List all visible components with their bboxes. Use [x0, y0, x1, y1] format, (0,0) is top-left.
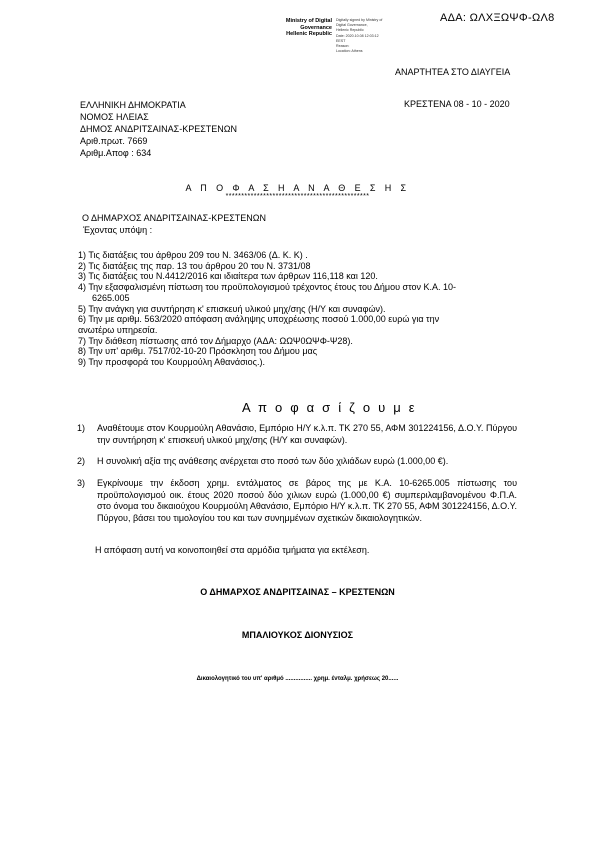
decide-heading: Α π ο φ α σ ί ζ ο υ μ ε	[242, 400, 417, 415]
list-item: 2) Τις διατάξεις της παρ. 13 του άρθρου 20 του Ν. 3731/08	[78, 260, 311, 271]
letterhead	[80, 99, 237, 159]
decision-number: 3)	[77, 478, 86, 488]
decision-number: 1)	[77, 423, 86, 433]
document-title: Α Π Ο Φ Α Σ Η Α Ν Α Θ Ε Σ Η Σ	[185, 183, 410, 193]
decision-text: Εγκρίνουμε την έκδοση χρημ. εντάλματος σε βάρος της με Κ.Α. 10-6265.005 πίστωσης του προϋπολογισμού οικ. έτους 2020 ποσού δύο χιλιων ευρώ (1.000,00 €) συμπεριλαμβανομένου Φ.Π.Α. στο όνομα του δικαιούχου Κουρμούλη Αθανάσιο, Εμπόριο Η/Υ κ.λ.π. ΤΚ 270 55, ΑΦΜ 301224156, Δ.Ο.Υ. Πύργου, βάσει του τιμολογίου του και των συνημμένων σχετικών δικαιολογητικών.	[97, 478, 517, 523]
footer-note: Δικαιολογητικό του υπ' αριθμό ................ χρημ. ένταλμ. χρήσεως 20......	[196, 676, 399, 682]
mayor-intro: Ο ΔΗΜΑΡΧΟΣ ΑΝΔΡΙΤΣΑΙΝΑΣ-ΚΡΕΣΤΕΝΩΝ	[82, 213, 267, 223]
list-item: 9) Την προσφορά του Κουρμούλη Αθανάσιος.).	[78, 357, 265, 368]
ada-code: ΑΔΑ: ΩΛΧΞΩΨΦ-ΩΛ8	[440, 12, 555, 24]
decision-text: Η συνολική αξία της ανάθεσης ανέρχεται στο ποσό των δύο χιλιάδων ευρώ (1.000,00 €).	[97, 456, 449, 466]
place-date: ΚΡΕΣΤΕΝΑ 08 - 10 - 2020	[404, 99, 510, 109]
list-item: 1) Τις διατάξεις του άρθρου 209 του Ν. 3463/06 (Δ. Κ. Κ) .	[78, 250, 308, 260]
title-rule: **********************************************	[225, 193, 370, 200]
considering-label: Έχοντας υπόψη :	[83, 225, 153, 235]
posting-note: ΑΝΑΡΤΗΤΕΑ ΣΤΟ ΔΙΑΥΓΕΙΑ	[395, 67, 511, 77]
signatory-title: Ο ΔΗΜΑΡΧΟΣ ΑΝΔΡΙΤΣΑΙΝΑΣ – ΚΡΕΣΤΕΝΩΝ	[200, 587, 395, 597]
list-item: 4) Την εξασφαλισμένη πίστωση του προϋπολογισμού τρέχοντος έτους του Δήμου στον Κ.Α. 10-	[78, 282, 457, 293]
header-line: ΕΛΛΗΝΙΚΗ ΔΗΜΟΚΡΑΤΙΑ	[80, 100, 186, 110]
header-line: ΔΗΜΟΣ ΑΝΔΡΙΤΣΑΙΝΑΣ-ΚΡΕΣΤΕΝΩΝ	[80, 124, 238, 134]
list-item: 7) Την διάθεση πίστωσης από τον Δήμαρχο (ΑΔΑ: ΩΩΨ0ΩΨΦ-Ψ28).	[78, 335, 353, 346]
signature-issuer: Ministry of Digital Governance Hellenic Republic	[285, 18, 332, 38]
considerations-list	[78, 250, 456, 368]
signatory-name: ΜΠΑΛΙΟΥΚΟΣ ΔΙΟΝΥΣΙΟΣ	[241, 630, 354, 640]
decision-number: 2)	[77, 456, 86, 466]
list-item: 6) Την με αριθμ. 563/2020 απόφαση ανάληψης υποχρέωσης ποσού 1.000,00 ευρώ για την	[78, 314, 440, 325]
list-item: 6265.005	[92, 292, 130, 303]
list-item: 5) Την ανάγκη για συντήρηση κ' επισκευή υλικού μηχ/σης (Η/Υ και συναφών).	[78, 303, 386, 314]
digital-signature-stamp	[280, 18, 390, 60]
protocol-number: Αριθ.πρωτ. 7669	[80, 136, 148, 146]
notification-note: Η απόφαση αυτή να κοινοποιηθεί στα αρμόδια τμήματα για εκτέλεση.	[95, 545, 370, 555]
header-line: ΝΟΜΟΣ ΗΛΕΙΑΣ	[80, 112, 149, 122]
list-item: 3) Τις διατάξεις του Ν.4412/2016 και ιδιαίτερα των άρθρων 116,118 και 120.	[78, 271, 378, 282]
decision-text: Αναθέτουμε στον Κουρμούλη Αθανάσιο, Εμπόριο Η/Υ κ.λ.π. ΤΚ 270 55, ΑΦΜ 301224156, Δ.Ο.Υ. Πύργου την συντήρηση κ' επισκευή υλικού μηχ/σης (Η/Υ και συναφών).	[97, 423, 517, 445]
list-item: 8) Την υπ' αριθμ. 7517/02-10-20 Πρόσκληση του Δήμου μας	[78, 346, 318, 357]
signature-details: Digitally signed by Ministry of Digital Governance, Hellenic Republic Date: 2020.10.08 12:03:12 EEST Reason: Location: Athens	[336, 18, 383, 54]
list-item: ανωτέρω υπηρεσία.	[78, 324, 158, 335]
decision-number: Αριθμ.Αποφ : 634	[80, 148, 152, 158]
